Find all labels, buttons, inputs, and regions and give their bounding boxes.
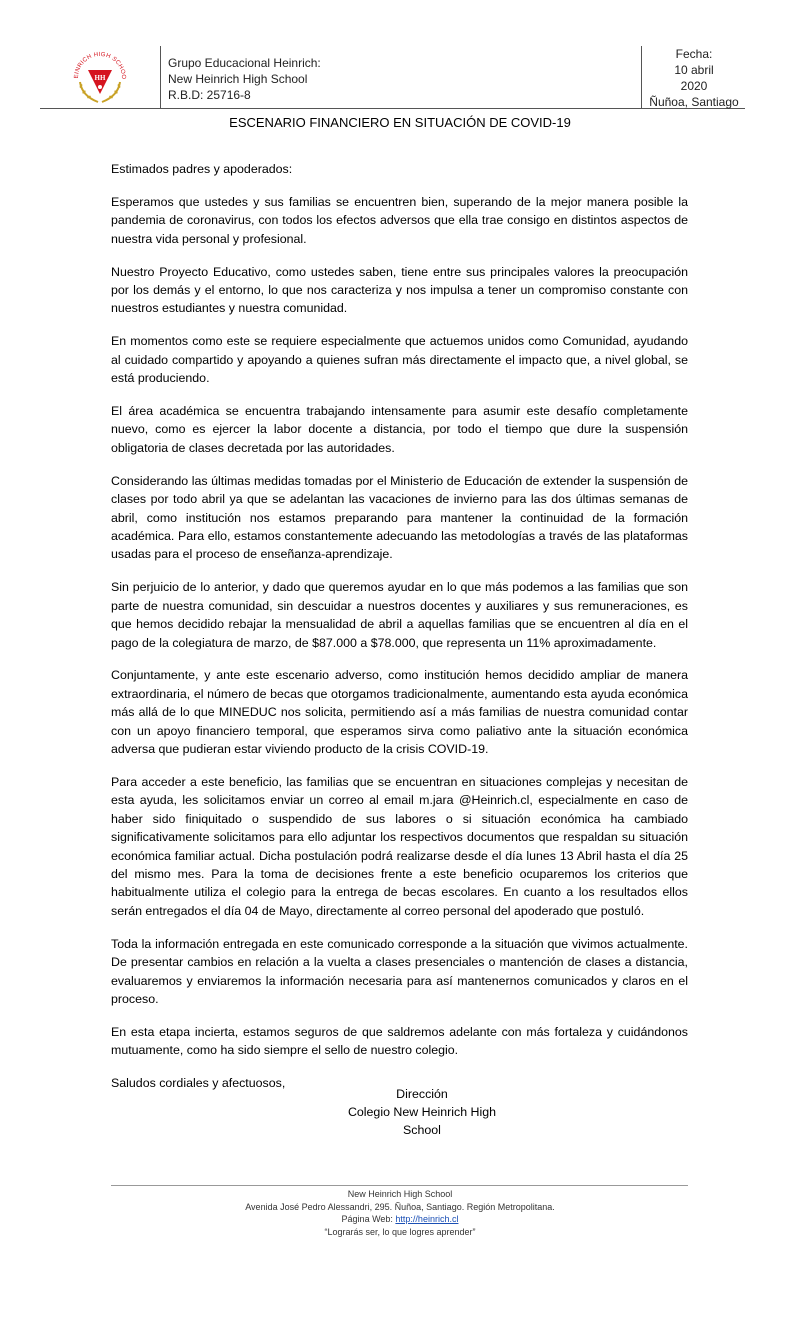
school-group-name: Grupo Educacional Heinrich: bbox=[168, 56, 321, 70]
page-footer bbox=[0, 1188, 800, 1238]
document-title: ESCENARIO FINANCIERO EN SITUACIÓN DE COVID-19 bbox=[229, 115, 571, 130]
school-rbd: R.B.D: 25716-8 bbox=[168, 88, 251, 102]
footer-motto: “Lograrás ser, lo que logres aprender” bbox=[324, 1226, 476, 1237]
signature-organization: Colegio New Heinrich High School bbox=[347, 1105, 497, 1137]
date-day-month: 10 abril bbox=[674, 63, 714, 77]
closing: Saludos cordiales y afectuosos, bbox=[111, 1076, 286, 1091]
date-year: 2020 bbox=[680, 79, 708, 93]
school-name: New Heinrich High School bbox=[168, 72, 308, 86]
footer-web-label: Página Web: bbox=[341, 1214, 396, 1224]
signature-title: Dirección bbox=[396, 1087, 448, 1101]
paragraph: En momentos como este se requiere especialmente que actuemos unidos como Comunidad, ayudando al cuidado compartido y apoyando a quienes sufran más directamente el impacto que, a nivel global, se está produciendo. bbox=[111, 334, 688, 386]
header-divider-left bbox=[160, 46, 161, 108]
footer-divider bbox=[111, 1185, 688, 1186]
letter-body bbox=[111, 160, 688, 1107]
svg-text:HEINRICH HIGH SCHOOL: EINRICH HIGH SCHOO bbox=[73, 51, 127, 80]
school-logo bbox=[68, 46, 132, 106]
paragraph: Nuestro Proyecto Educativo, como ustedes saben, tiene entre sus principales valores la preocupación por los demás y el entorno, lo que nos caracteriza y nos impulsa a tener un compromiso constante con nuestros estudiantes y nuestra comunidad. bbox=[111, 264, 688, 316]
paragraph: El área académica se encuentra trabajando intensamente para asumir este desafío completamente nuevo, como es ejercer la labor docente a distancia, por todo el tiempo que dure la suspensión obligatoria de clases decretada por las autoridades. bbox=[111, 404, 688, 455]
school-info bbox=[168, 55, 321, 103]
svg-text:HH: HH bbox=[94, 74, 106, 82]
paragraph: Considerando las últimas medidas tomadas por el Ministerio de Educación de extender la suspensión de clases por todo abril ya que se adelantan las vacaciones de invierno para las dos últimas semanas de abril, como institución nos estamos preparando para mantener la continuidad de la formación académica. Para ello, estamos constantemente adecuando las metodologías a través de las plataformas usadas para el proceso de enseñanza-aprendizaje. bbox=[111, 473, 688, 562]
date-label: Fecha: bbox=[675, 47, 713, 61]
footer-web-link[interactable]: http://heinrich.cl bbox=[395, 1214, 459, 1224]
signature-block bbox=[332, 1085, 512, 1139]
date-location: Ñuñoa, Santiago bbox=[649, 95, 739, 109]
paragraph: Conjuntamente, y ante este escenario adverso, como institución hemos decidido ampliar de manera extraordinaria, el número de becas que otorgamos tradicionalmente, aumentando esta ayuda económica más allá de lo que MINEDUC nos solicita, permitiendo así a más familias de nuestra comunidad contar con un apoyo financiero temporal, que esperamos sirva como paliativo ante la situación económica adversa que pudieran estar viviendo producto de la crisis COVID-19. bbox=[111, 668, 688, 757]
date-info bbox=[643, 46, 745, 110]
header-divider-bottom bbox=[40, 108, 745, 109]
paragraph: En esta etapa incierta, estamos seguros de que saldremos adelante con más fortaleza y cuidándonos mutuamente, como ha sido siempre el sello de nuestro colegio. bbox=[111, 1024, 688, 1058]
paragraph: Esperamos que ustedes y sus familias se encuentren bien, superando de la mejor manera posible la pandemia de coronavirus, con todos los efectos adversos que ella trae consigo en distintos aspectos de nuestra vida personal y profesional. bbox=[111, 194, 688, 246]
footer-web bbox=[0, 1213, 800, 1226]
paragraph: Toda la información entregada en este comunicado corresponde a la situación que vivimos actualmente. De presentar cambios en relación a la vuelta a clases presenciales o mantención de clases a distancia, evaluaremos y enviaremos la información necesaria para así mantenernos comunicados y claros en el proceso. bbox=[111, 936, 688, 1006]
paragraph: Sin perjuicio de lo anterior, y dado que queremos ayudar en lo que más podemos a las familias que son parte de nuestra comunidad, sin descuidar a nuestros docentes y auxiliares y sus remuneraciones, es que hemos decidido rebajar la mensualidad de abril a aquellas familias que se encuentren al día en el pago de la colegiatura de marzo, de $87.000 a $78.000, que representa un 11% aproximadamente. bbox=[111, 580, 688, 650]
header-divider-right bbox=[641, 46, 642, 108]
footer-school-name: New Heinrich High School bbox=[347, 1189, 453, 1199]
greeting: Estimados padres y apoderados: bbox=[111, 162, 293, 176]
paragraph: Para acceder a este beneficio, las familias que se encuentran en situaciones complejas y necesitan de esta ayuda, les solicitamos enviar un correo al email m.jara @Heinrich.cl, especialmente en caso de haber sido finiquitado o suspendido de sus labores o si situación económica ha cambiado significativamente solicitamos para ello adjuntar los respectivos documentos que respaldan su situación económica familiar actual. Dicha postulación podrá realizarse desde el día lunes 13 Abril hasta el día 25 del mismo mes. Para la toma de decisiones frente a este beneficio ocuparemos los criterios que habitualmente utiliza el colegio para la entrega de becas escolares. En cuanto a los resultados ellos serán entregados el día 04 de Mayo, directamente al correo personal del apoderado que postuló. bbox=[111, 774, 688, 918]
footer-address: Avenida José Pedro Alessandri, 295. Ñuñoa, Santiago. Región Metropolitana. bbox=[245, 1201, 555, 1212]
